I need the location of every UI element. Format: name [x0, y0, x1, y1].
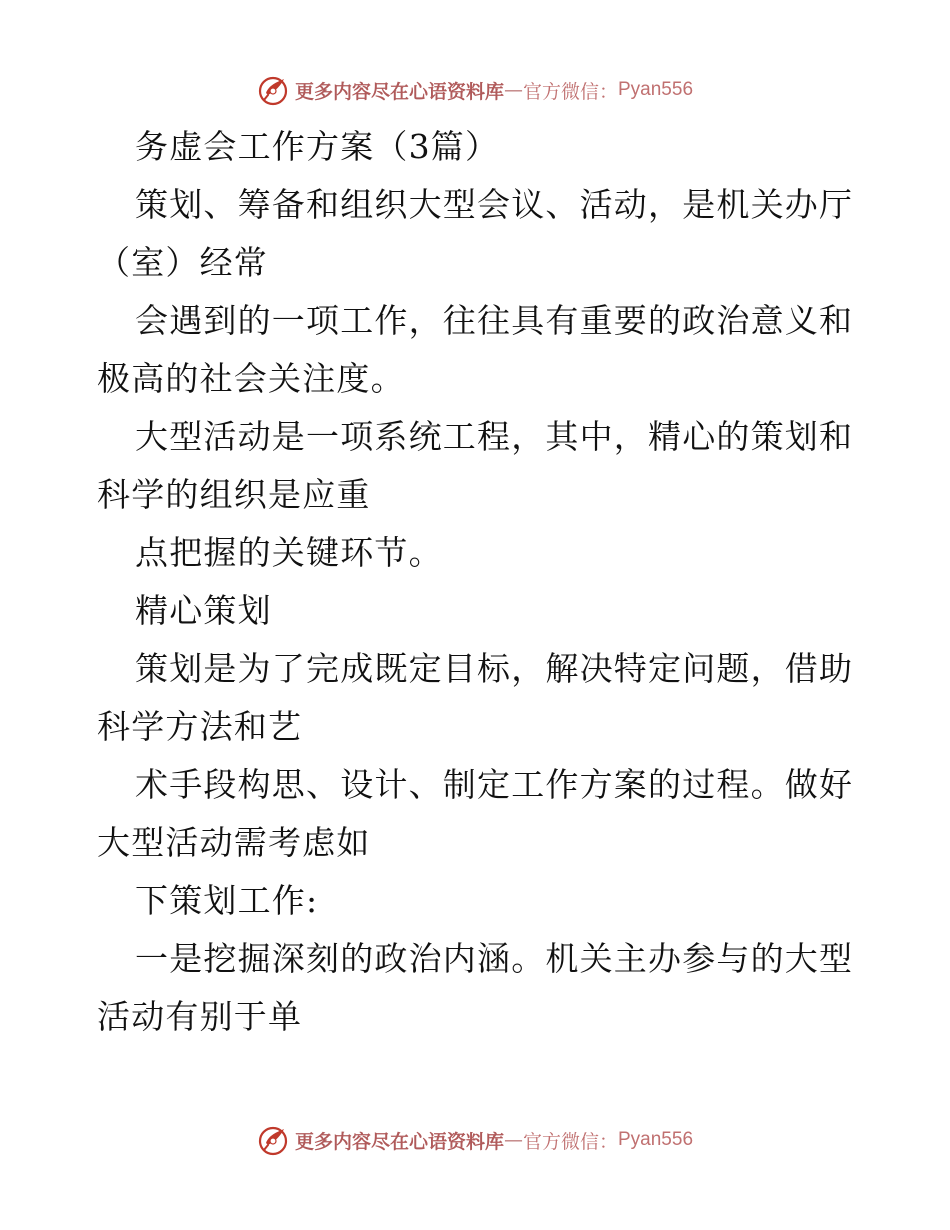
text-line: 会遇到的一项工作，往往具有重要的政治意义和 — [135, 301, 854, 340]
footer-banner — [0, 1120, 950, 1160]
text-line: 科学方法和艺 — [97, 707, 303, 746]
text-line: 一是挖掘深刻的政治内涵。机关主办参与的大型 — [135, 939, 854, 978]
text-line: 大型活动是一项系统工程，其中，精心的策划和 — [135, 417, 854, 456]
text-line: 策划是为了完成既定目标，解决特定问题，借助 — [135, 649, 854, 688]
text-line: 术手段构思、设计、制定工作方案的过程。做好 — [135, 765, 854, 804]
text-line: 科学的组织是应重 — [97, 475, 371, 514]
text-line: 策划、筹备和组织大型会议、活动，是机关办厅 — [135, 185, 854, 224]
text-line: 活动有别于单 — [97, 997, 303, 1036]
banner-wechat-id: Pyan556 — [618, 1129, 694, 1150]
banner-brand-text: 更多内容尽在心语资料库 — [294, 80, 504, 103]
pen-logo-icon — [257, 1123, 291, 1157]
text-line: 精心策划 — [135, 591, 272, 630]
banner-official-label: 官方微信： — [522, 1130, 618, 1153]
text-line: （室）经常 — [97, 243, 268, 282]
text-line: 极高的社会关注度。 — [97, 359, 405, 398]
banner-brand-text: 更多内容尽在心语资料库 — [294, 1130, 504, 1153]
banner-wechat-id: Pyan556 — [618, 79, 694, 100]
banner-official-label: 官方微信： — [522, 80, 618, 103]
text-line: 点把握的关键环节。 — [135, 533, 443, 572]
header-banner — [0, 70, 950, 110]
text-line: 大型活动需考虑如 — [97, 823, 371, 862]
banner-separator: — — [503, 1129, 523, 1151]
banner-separator: — — [503, 79, 523, 101]
document-body — [97, 118, 857, 1046]
pen-logo-icon — [257, 73, 291, 107]
text-line: 务虚会工作方案（3篇） — [135, 127, 500, 166]
text-line: 下策划工作: — [135, 881, 319, 920]
